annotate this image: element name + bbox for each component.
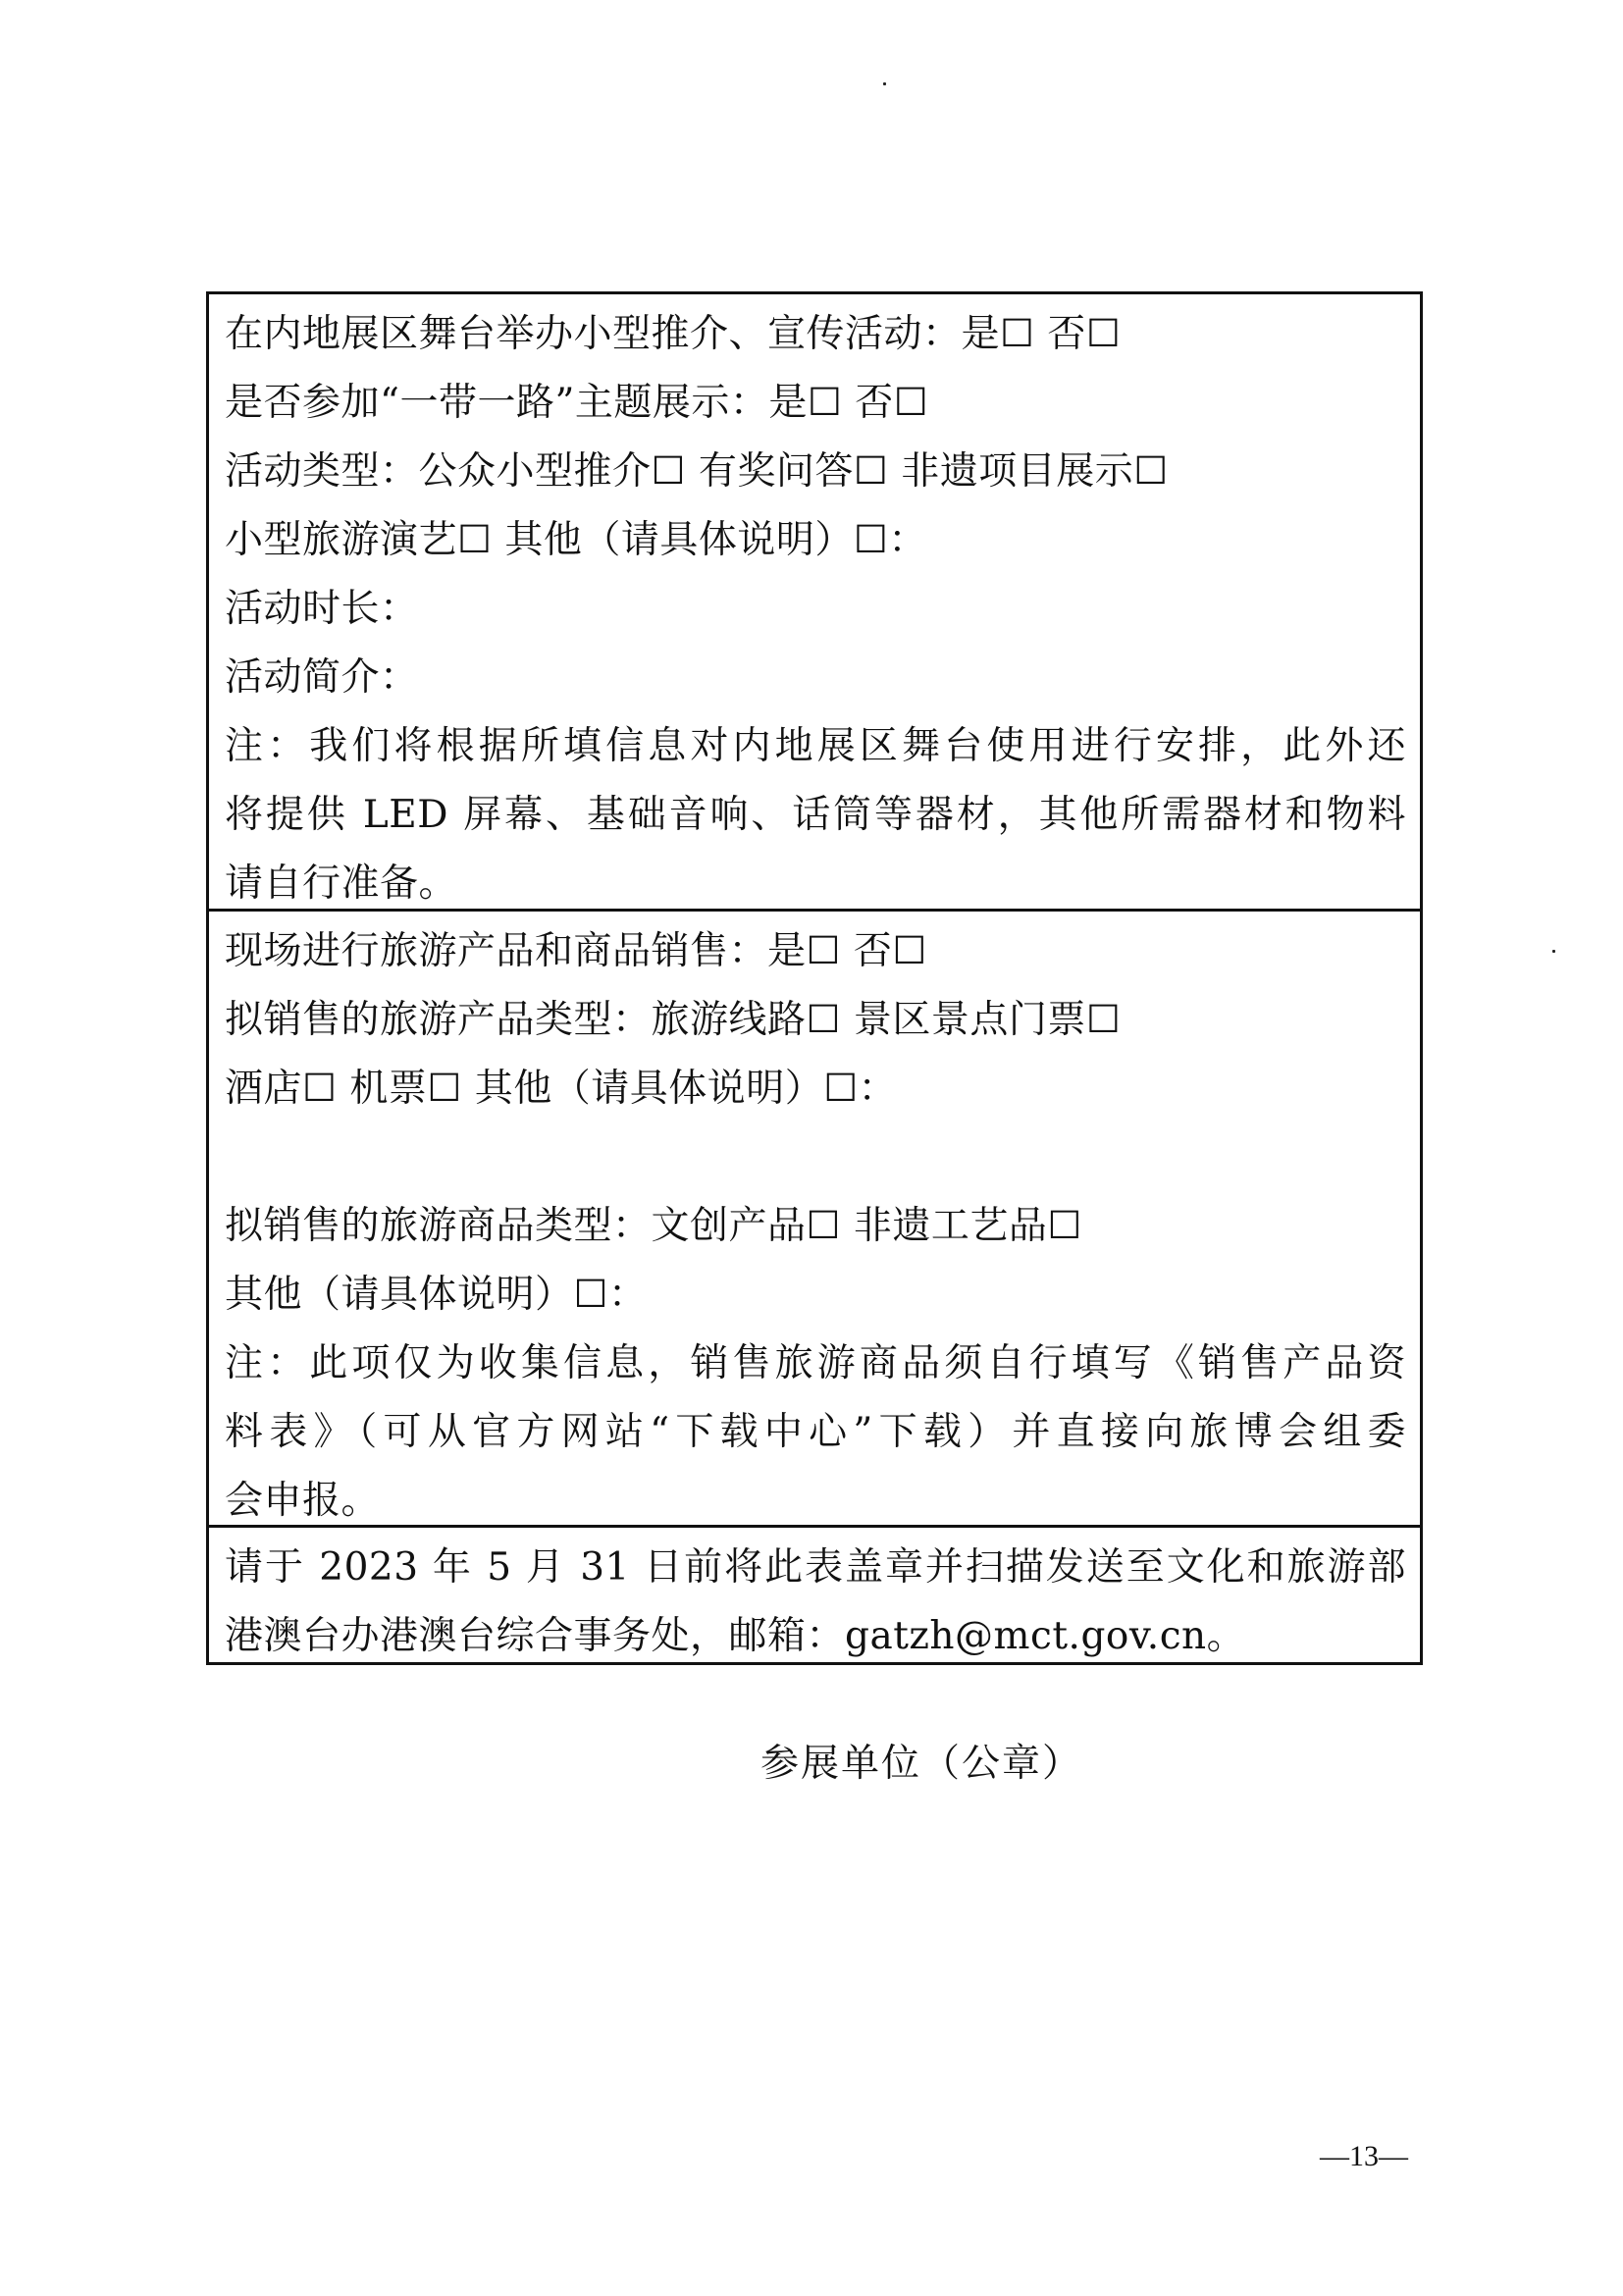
stage-note-line-3: 请自行准备。	[225, 861, 458, 906]
activity-type-options-continued: 小型旅游演艺☐ 其他（请具体说明）☐：	[225, 518, 927, 562]
sales-note-line-3: 会申报。	[225, 1479, 381, 1523]
scan-speck	[883, 82, 886, 85]
registration-form-table	[206, 291, 1423, 1665]
activity-description-field: 活动简介：	[225, 655, 419, 700]
activity-duration-field: 活动时长：	[225, 587, 419, 631]
stage-note-line-1: 注：我们将根据所填信息对内地展区舞台使用进行安排，此外还	[225, 724, 1406, 768]
activity-type-options: 活动类型：公众小型推介☐ 有奖问答☐ 非遗项目展示☐	[225, 449, 1169, 494]
sales-section	[209, 912, 1420, 1528]
submission-instruction-line-2: 港澳台办港澳台综合事务处，邮箱：gatzh@mct.gov.cn。	[225, 1614, 1246, 1658]
sales-note-line-1: 注：此项仅为收集信息，销售旅游商品须自行填写《销售产品资	[225, 1341, 1406, 1385]
tourism-goods-other: 其他（请具体说明）☐：	[225, 1273, 648, 1317]
blank-line	[225, 1123, 1406, 1192]
stage-activity-question: 在内地展区舞台举办小型推介、宣传活动：是☐ 否☐	[225, 312, 1122, 356]
submission-instruction-line-1: 请于 2023 年 5 月 31 日前将此表盖章并扫描发送至文化和旅游部	[225, 1545, 1406, 1590]
submission-section	[209, 1528, 1420, 1662]
tourism-product-types: 拟销售的旅游产品类型：旅游线路☐ 景区景点门票☐	[225, 998, 1122, 1042]
tourism-goods-types: 拟销售的旅游商品类型：文创产品☐ 非遗工艺品☐	[225, 1204, 1082, 1248]
belt-road-question: 是否参加“一带一路”主题展示：是☐ 否☐	[225, 381, 929, 425]
stage-note-line-2: 将提供 LED 屏幕、基础音响、话筒等器材，其他所需器材和物料	[225, 793, 1406, 837]
stage-activity-section	[209, 294, 1420, 912]
sales-note-line-2: 料表》（可从官方网站“下载中心”下载）并直接向旅博会组委	[225, 1410, 1406, 1454]
scan-speck	[1552, 950, 1555, 953]
tourism-product-types-continued: 酒店☐ 机票☐ 其他（请具体说明）☐：	[225, 1067, 898, 1111]
onsite-sales-question: 现场进行旅游产品和商品销售：是☐ 否☐	[225, 929, 927, 973]
page-number: —13—	[1320, 2140, 1408, 2172]
exhibitor-seal-label: 参展单位（公章）	[760, 1742, 1083, 1786]
